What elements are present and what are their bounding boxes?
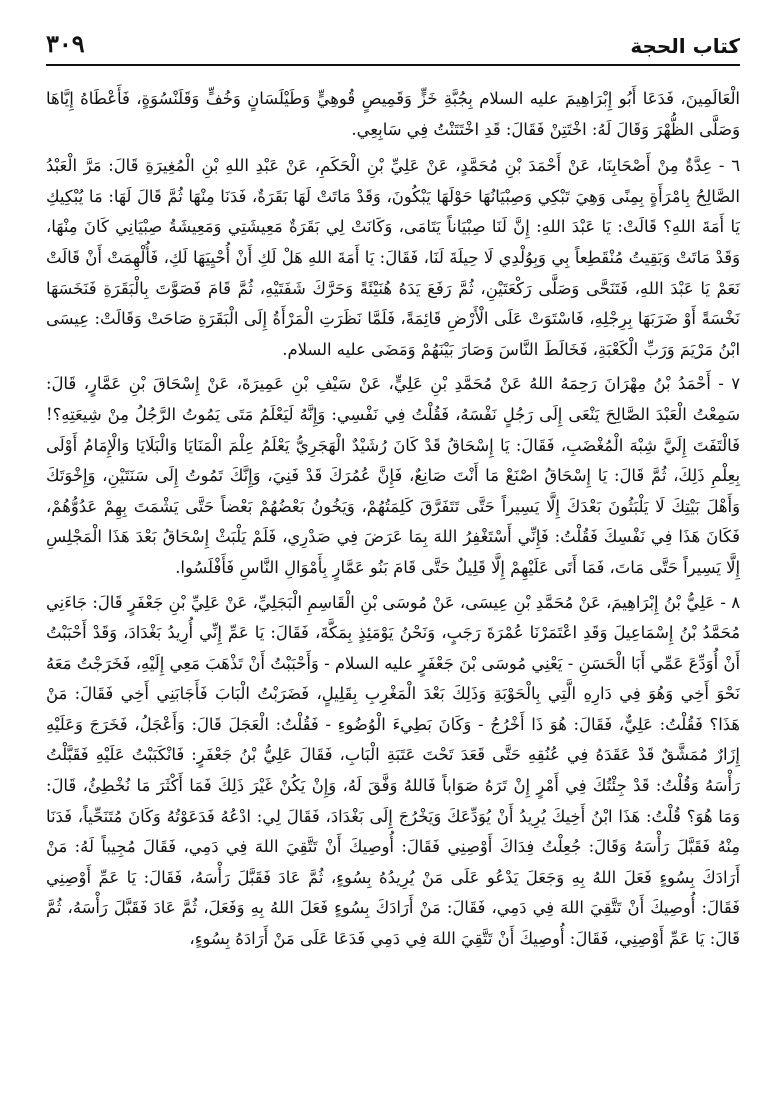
hadith-6: ٦ - عِدَّةٌ مِنْ أَصْحَابِنَا، عَنْ أَحْمَدَ بْنِ مُحَمَّدٍ، عَنْ عَلِيِّ بْنِ الْحَكَمِ، عَنْ عَبْدِ اللهِ بْنِ الْمُغِيرَةِ قَالَ: مَرَّ الْعَبْدُ الصَّالِحُ بِامْرَأَةٍ بِمِنًى وَهِيَ تَبْكِي وَصِبْيَانُهَا حَوْلَهَا يَبْكُونَ، وَقَدْ مَاتَتْ لَهَا بَقَرَةٌ، فَدَنَا مِنْهَا ثُمَّ قَالَ لَهَا: مَا يُبْكِيكِ يَا أَمَةَ اللهِ؟ قَالَتْ: يَا عَبْدَ اللهِ: إِنَّ لَنَا صِبْيَاناً يَتَامَى، وَكَانَتْ لِي بَقَرَةٌ مَعِيشَتِي وَمَعِيشَةُ صِبْيَانِي كَانَ مِنْهَا، وَقَدْ مَاتَتْ وَبَقِيتُ مُنْقَطِعاً بِي وَبِوُلْدِي لَا حِيلَةَ لَنَا، فَقَالَ: يَا أَمَةَ اللهِ هَلْ لَكِ أَنْ أُحْيِيَهَا لَكِ، فَأُلْهِمَتْ أَنْ قَالَتْ نَعَمْ يَا عَبْدَ اللهِ، فَتَنَحَّى وَصَلَّى رَكْعَتَيْنِ، ثُمَّ رَفَعَ يَدَهُ هُنَيْئَةً وَحَرَّكَ شَفَتَيْهِ، ثُمَّ قَامَ فَصَوَّتَ بِالْبَقَرَةِ فَنَخَسَهَا نَخْسَةً أَوْ ضَرَبَهَا بِرِجْلِهِ، فَاسْتَوَتْ عَلَى الْأَرْضِ قَائِمَةً، فَلَمَّا نَظَرَتِ الْمَرْأَةُ إِلَى الْبَقَرَةِ صَاحَتْ وَقَالَتْ: عِيسَى ابْنُ مَرْيَمَ وَرَبِّ الْكَعْبَةِ، فَخَالَطَ النَّاسَ وَصَارَ بَيْنَهُمْ وَمَضَى عليه السلام. [46,156,740,359]
page-number: ٣٠٩ [46,29,85,58]
page-header [46,22,740,66]
hadith-7: ٧ - أَحْمَدُ بْنُ مِهْرَانَ رَحِمَهُ اللهُ عَنْ مُحَمَّدِ بْنِ عَلِيٍّ، عَنْ سَيْفِ بْنِ عَمِيرَةَ، عَنْ إِسْحَاقَ بْنِ عَمَّارٍ، قَالَ: سَمِعْتُ الْعَبْدَ الصَّالِحَ يَنْعَى إِلَى رَجُلٍ نَفْسَهُ، فَقُلْتُ فِي نَفْسِي: وَإِنَّهُ لَيَعْلَمُ مَتَى يَمُوتُ الرَّجُلُ مِنْ شِيعَتِهِ؟! فَالْتَفَتَ إِلَيَّ شِبْهَ الْمُغْضَبِ، فَقَالَ: يَا إِسْحَاقُ قَدْ كَانَ رُشَيْدٌ الْهَجَرِيُّ يَعْلَمُ عِلْمَ الْمَنَايَا وَالْبَلَايَا وَالْإِمَامُ أَوْلَى بِعِلْمِ ذَلِكَ، ثُمَّ قَالَ: يَا إِسْحَاقُ اصْنَعْ مَا أَنْتَ صَانِعٌ، فَإِنَّ عُمُرَكَ قَدْ فَنِيَ، وَإِنَّكَ تَمُوتُ إِلَى سَنَتَيْنِ، وَإِخْوَتَكَ وَأَهْلَ بَيْتِكَ لَا يَلْبَثُونَ بَعْدَكَ إِلَّا يَسِيراً حَتَّى تَتَفَرَّقَ كَلِمَتُهُمْ، وَيَخُونُ بَعْضُهُمْ بَعْضاً حَتَّى يَشْمَتَ بِهِمْ عَدُوُّهُمْ، فَكَانَ هَذَا فِي نَفْسِكَ فَقُلْتُ: فَإِنِّي أَسْتَغْفِرُ اللهَ بِمَا عَرَضَ فِي صَدْرِي، فَلَمْ يَلْبَثْ إِسْحَاقُ بَعْدَ هَذَا الْمَجْلِسِ إِلَّا يَسِيراً حَتَّى مَاتَ، فَمَا أَتَى عَلَيْهِمْ إِلَّا قَلِيلٌ حَتَّى قَامَ بَنُو عَمَّارٍ بِأَمْوَالِ النَّاسِ فَأَفْلَسُوا. [46,374,740,577]
page-body [46,84,740,955]
hadith-8: ٨ - عَلِيُّ بْنُ إِبْرَاهِيمَ، عَنْ مُحَمَّدِ بْنِ عِيسَى، عَنْ مُوسَى بْنِ الْقَاسِمِ الْبَجَلِيِّ، عَنْ عَلِيِّ بْنِ جَعْفَرٍ قَالَ: جَاءَنِي مُحَمَّدُ بْنُ إِسْمَاعِيلَ وَقَدِ اعْتَمَرْنَا عُمْرَةَ رَجَبٍ، وَنَحْنُ يَوْمَئِذٍ بِمَكَّةَ، فَقَالَ: يَا عَمِّ إِنِّي أُرِيدُ بَغْدَادَ، وَقَدْ أَحْبَبْتُ أَنْ أُوَدِّعَ عَمِّي أَبَا الْحَسَنِ - يَعْنِي مُوسَى بْنَ جَعْفَرٍ عليه السلام - وَأَحْبَبْتُ أَنْ تَذْهَبَ مَعِي إِلَيْهِ، فَخَرَجْتُ مَعَهُ نَحْوَ أَخِي وَهُوَ فِي دَارِهِ الَّتِي بِالْحَوْبَةِ وَذَلِكَ بَعْدَ الْمَغْرِبِ بِقَلِيلٍ، فَضَرَبْتُ الْبَابَ فَأَجَابَنِي أَخِي فَقَالَ: مَنْ هَذَا؟ فَقُلْتُ: عَلِيٌّ، فَقَالَ: هُوَ ذَا أَخْرُجُ - وَكَانَ بَطِيءَ الْوُضُوءِ - فَقُلْتُ: الْعَجَلَ قَالَ: وَأَعْجَلُ، فَخَرَجَ وَعَلَيْهِ إِزَارٌ مُمَشَّقٌ قَدْ عَقَدَهُ فِي عُنُقِهِ حَتَّى قَعَدَ تَحْتَ عَتَبَةِ الْبَابِ، فَقَالَ عَلِيُّ بْنُ جَعْفَرٍ: فَانْكَبَبْتُ عَلَيْهِ فَقَبَّلْتُ رَأْسَهُ وَقُلْتُ: قَدْ جِئْتُكَ فِي أَمْرٍ إِنْ تَرَهُ صَوَاباً فَاللهُ وَفَّقَ لَهُ، وَإِنْ يَكُنْ غَيْرَ ذَلِكَ فَمَا أَكْثَرَ مَا نُخْطِئُ، قَالَ: وَمَا هُوَ؟ قُلْتُ: هَذَا ابْنُ أَخِيكَ يُرِيدُ أَنْ يُوَدِّعَكَ وَيَخْرُجَ إِلَى بَغْدَادَ، فَقَالَ لِي: ادْعُهُ فَدَعَوْتُهُ وَكَانَ مُتَنَحِّياً، فَدَنَا مِنْهُ فَقَبَّلَ رَأْسَهُ وَقَالَ: جُعِلْتُ فِدَاكَ أَوْصِنِي فَقَالَ: أُوصِيكَ أَنْ تَتَّقِيَ اللهَ فِي دَمِي، فَقَالَ مُجِيباً لَهُ: مَنْ أَرَادَكَ بِسُوءٍ فَعَلَ اللهُ بِهِ وَجَعَلَ يَدْعُو عَلَى مَنْ يُرِيدُهُ بِسُوءٍ، ثُمَّ عَادَ فَقَبَّلَ رَأْسَهُ، فَقَالَ: يَا عَمِّ أَوْصِنِي فَقَالَ: أُوصِيكَ أَنْ تَتَّقِيَ اللهَ فِي دَمِي، فَقَالَ: مَنْ أَرَادَكَ بِسُوءٍ فَعَلَ اللهُ بِهِ وَفَعَلَ، ثُمَّ عَادَ فَقَبَّلَ رَأْسَهُ، ثُمَّ قَالَ: يَا عَمِّ أَوْصِنِي، فَقَالَ: أُوصِيكَ أَنْ تَتَّقِيَ اللهَ فِي دَمِي فَدَعَا عَلَى مَنْ أَرَادَهُ بِسُوءٍ، [46,592,740,949]
book-title: كتاب الحجة [630,34,740,58]
paragraph-continuation: الْعَالَمِينَ، فَدَعَا أَبُو إِبْرَاهِيمَ عليه السلام بِجُبَّةِ خَزٍّ وَقَمِيصٍ قُوهِيٍّ وَطَيْلَسَانٍ وَخُفٍّ وَقَلَنْسُوَةٍ، فَأَعْطَاهُ إِيَّاهَا وَصَلَّى الظُّهْرَ وَقَالَ لَهُ: اخْتَتِنْ فَقَالَ: قَدِ اخْتَتَنْتُ فِي سَابِعِي. [46,89,740,139]
